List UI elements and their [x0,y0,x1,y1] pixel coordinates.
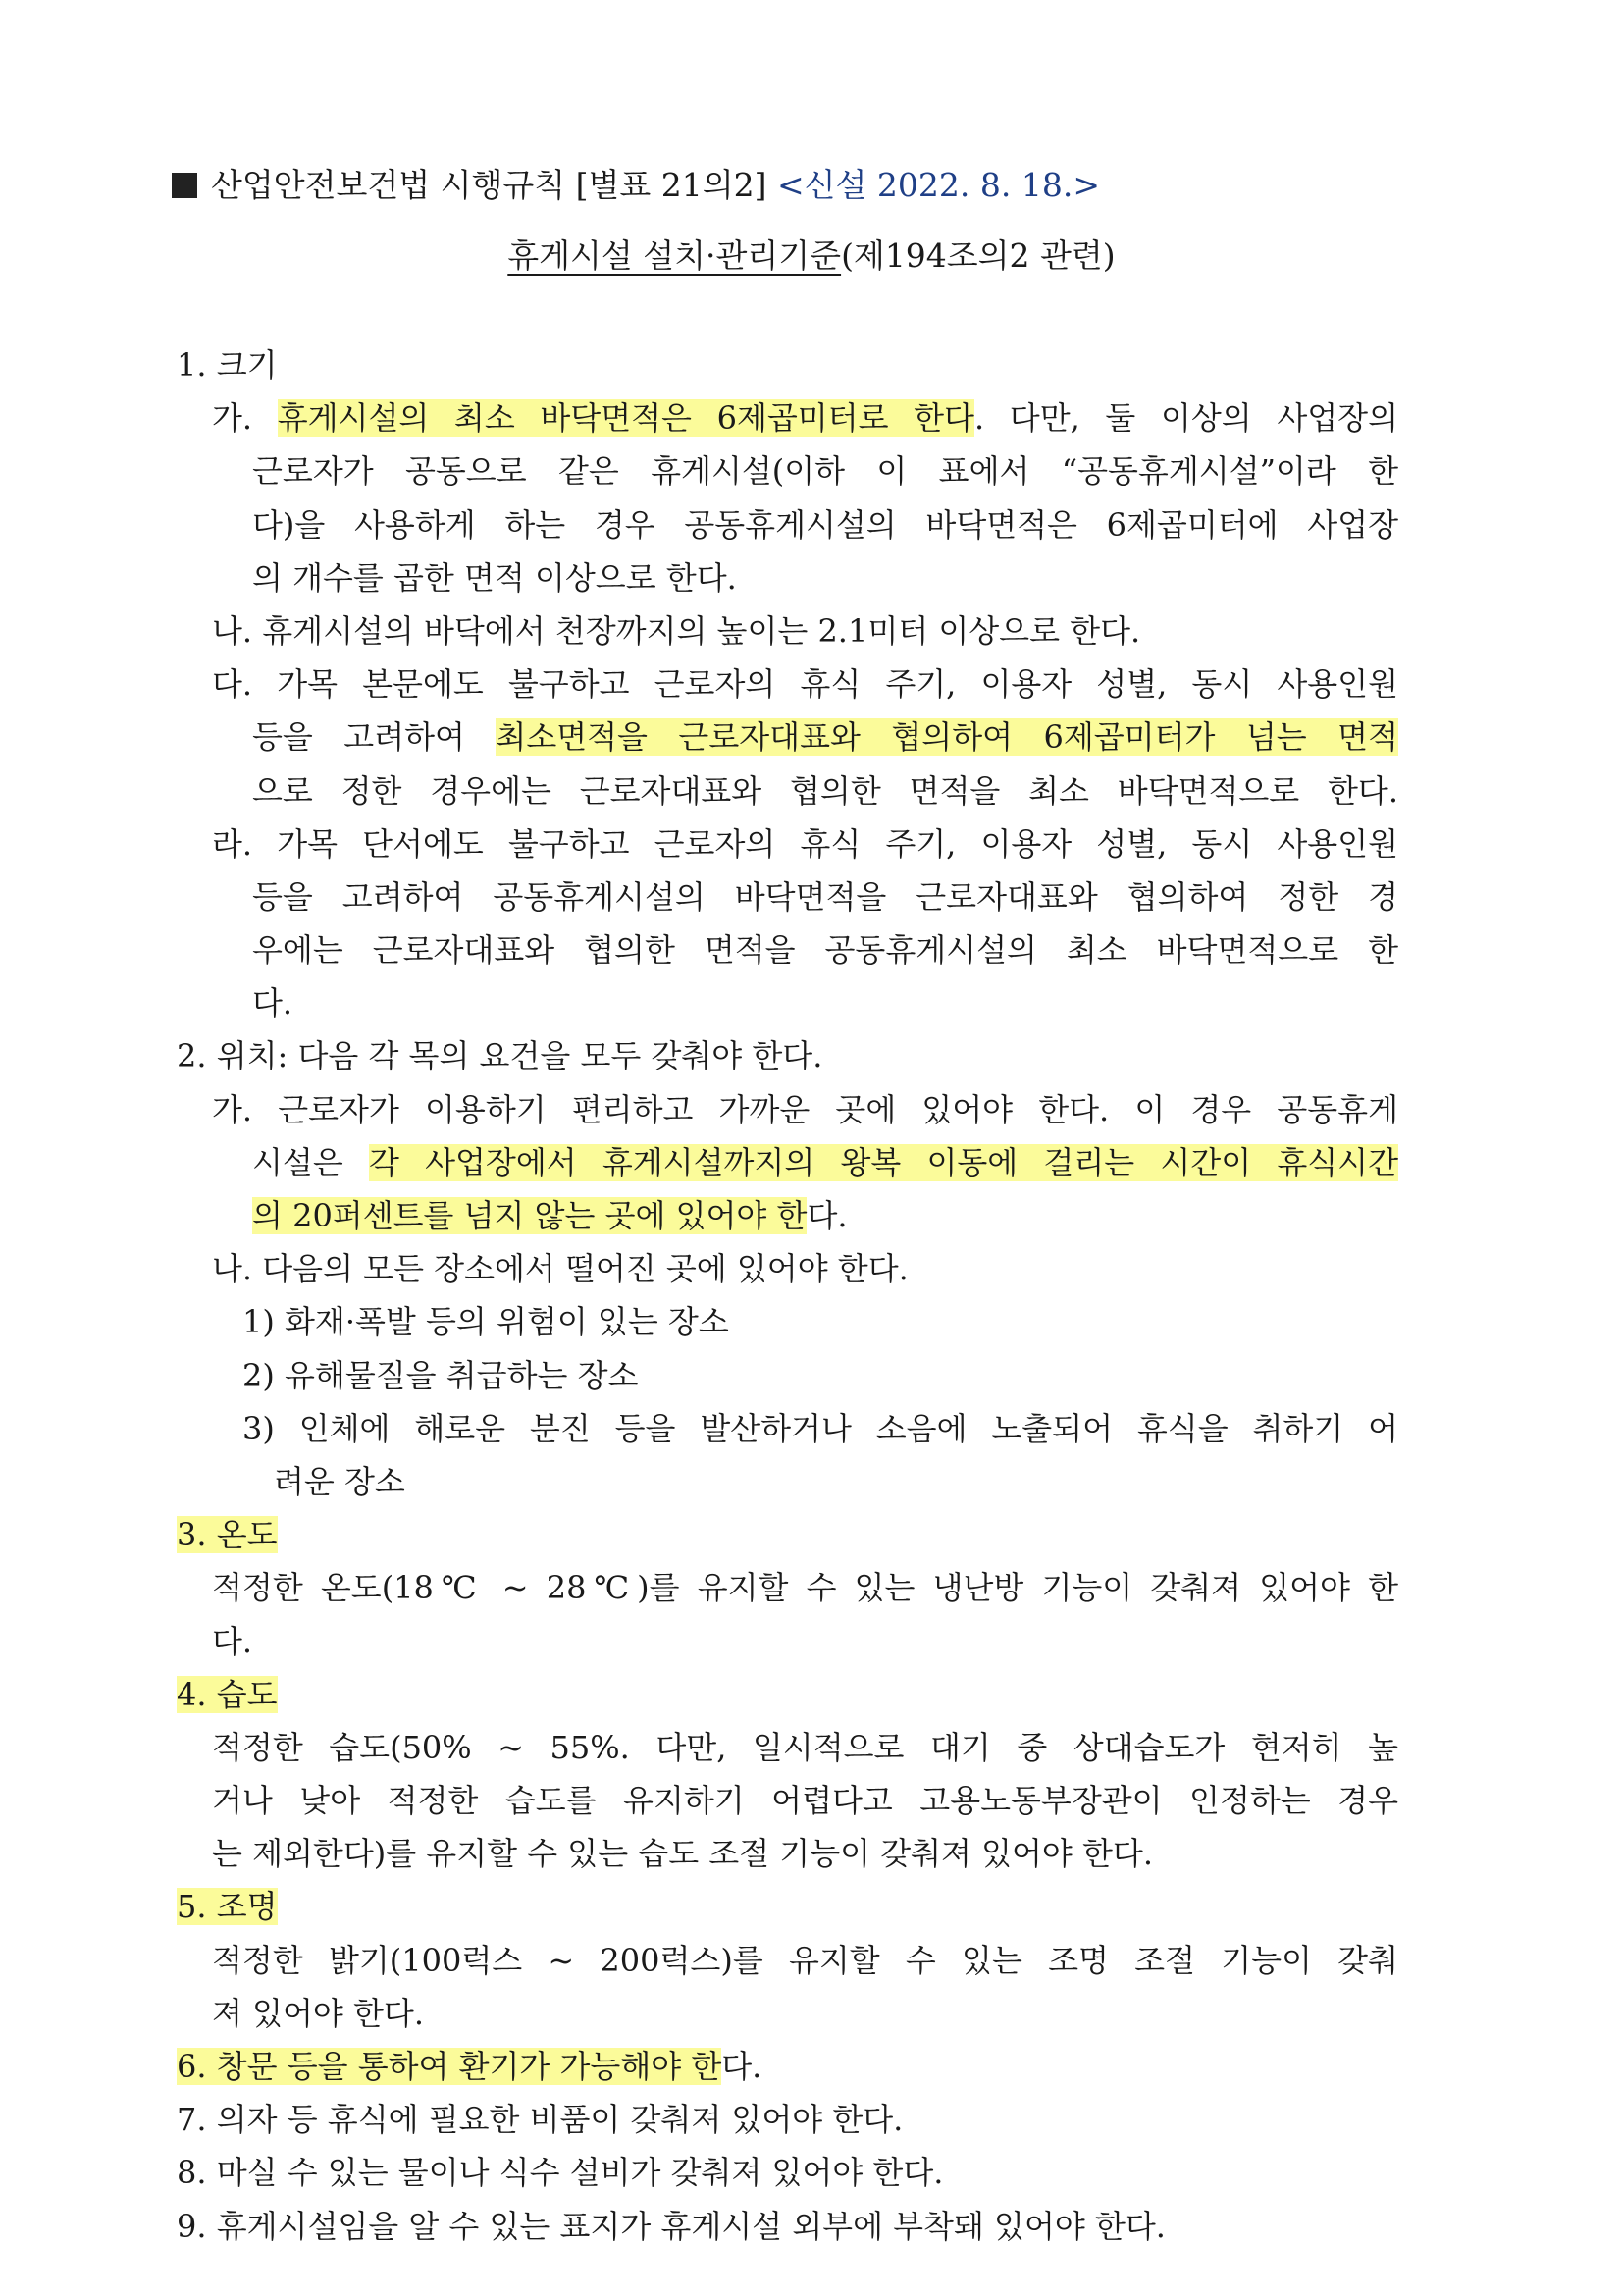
highlight: 최소면적을 근로자대표와 협의하여 6제곱미터가 넘는 면적 [496,718,1398,757]
s1-ga-line-2: 근로자가 공동으로 같은 휴게시설(이하 이 표에서 “공동휴게시설”이라 한 [252,452,1398,491]
revision-date: <신설 2022. 8. 18.> [777,166,1100,204]
s2-item-1: 1) 화재·폭발 등의 위험이 있는 장소 [242,1303,729,1341]
section-1-heading: 1. 크기 [177,346,278,384]
section-6: 6. 창문 등을 통하여 환기가 가능해야 한다. [177,2048,762,2085]
s1-da-line-1: 다. 가목 본문에도 불구하고 근로자의 휴식 주기, 이용자 성별, 동시 사용인원 [212,665,1398,704]
regulation-reference: 산업안전보건법 시행규칙 [별표 21의2] [211,166,767,204]
document-body [0,339,1623,2253]
s1-da-line-3: 으로 정한 경우에는 근로자대표와 협의한 면적을 최소 바닥면적으로 한다. [252,771,1398,809]
highlight: 3. 온도 [177,1516,278,1554]
s4-line-1: 적정한 습도(50% ~ 55%. 다만, 일시적으로 대기 중 상대습도가 현저히 높 [212,1728,1398,1766]
s2-ga-line-2: 시설은 각 사업장에서 휴게시설까지의 왕복 이동에 걸리는 시간이 휴식시간 [252,1143,1398,1181]
highlight: 4. 습도 [177,1675,278,1713]
s2-na-line: 나. 다음의 모든 장소에서 떨어진 곳에 있어야 한다. [212,1250,909,1288]
section-4-heading [0,1668,1623,1721]
s1-ra-line-3: 우에는 근로자대표와 협의한 면적을 공동휴게시설의 최소 바닥면적으로 한 [252,931,1398,969]
black-square-icon [172,173,197,198]
section-3-heading [0,1508,1623,1561]
s5-line-2: 져 있어야 한다. [212,1994,424,2032]
section-5-heading [0,1880,1623,1933]
s5-line-1: 적정한 밝기(100럭스 ~ 200럭스)를 유지할 수 있는 조명 조절 기능이 갖춰 [212,1941,1398,1979]
s2-item-3-line-1: 3) 인체에 해로운 분진 등을 발산하거나 소음에 노출되어 휴식을 취하기 어 [242,1409,1398,1447]
section-7: 7. 의자 등 휴식에 필요한 비품이 갖춰져 있어야 한다. [177,2101,904,2139]
s2-item-3-line-2: 려운 장소 [274,1462,405,1500]
s1-na-line: 나. 휴게시설의 바닥에서 천장까지의 높이는 2.1미터 이상으로 한다. [212,611,1141,650]
s4-line-2: 거나 낮아 적정한 습도를 유지하기 어렵다고 고용노동부장관이 인정하는 경우 [212,1782,1398,1820]
s2-item-2: 2) 유해물질을 취급하는 장소 [242,1356,639,1394]
section-9: 9. 휴게시설임을 알 수 있는 표지가 휴게시설 외부에 부착돼 있어야 한다. [177,2207,1166,2245]
s1-ga-line-3: 다)을 사용하게 하는 경우 공동휴게시설의 바닥면적은 6제곱미터에 사업장 [252,505,1398,544]
s3-line-2: 다. [212,1622,253,1660]
s1-ga-line-4: 의 개수를 곱한 면적 이상으로 한다. [252,558,737,597]
s1-ra-line-4: 다. [252,984,293,1022]
s2-ga-line-1: 가. 근로자가 이용하기 편리하고 가까운 곳에 있어야 한다. 이 경우 공동휴게 [212,1090,1398,1128]
highlight: 각 사업장에서 휴게시설까지의 왕복 이동에 걸리는 시간이 휴식시간 [368,1143,1398,1181]
highlight: 휴게시설의 최소 바닥면적은 6제곱미터로 한다 [277,399,974,438]
page-title [0,230,1623,283]
highlight: 의 20퍼센트를 넘지 않는 곳에 있어야 한 [252,1197,808,1234]
title-main: 휴게시설 설치·관리기준 [507,236,842,275]
section-2-heading: 2. 위치: 다음 각 목의 요건을 모두 갖춰야 한다. [177,1037,823,1075]
s1-ra-line-2: 등을 고려하여 공동휴게시설의 바닥면적을 근로자대표와 협의하여 정한 경 [252,877,1398,915]
s1-da-line-2: 등을 고려하여 최소면적을 근로자대표와 협의하여 6제곱미터가 넘는 면적 [252,718,1398,757]
highlight: 6. 창문 등을 통하여 환기가 가능해야 한 [177,2048,722,2085]
s3-line-1: 적정한 온도(18℃ ~ 28℃)를 유지할 수 있는 냉난방 기능이 갖춰져 있어야 한 [212,1569,1398,1607]
s1-ga-line-1: 가. 휴게시설의 최소 바닥면적은 6제곱미터로 한다. 다만, 둘 이상의 사업장의 [212,399,1398,438]
s1-ra-line-1: 라. 가목 단서에도 불구하고 근로자의 휴식 주기, 이용자 성별, 동시 사용인원 [212,824,1398,862]
title-reference: (제194조의2 관련) [841,236,1116,275]
highlight: 5. 조명 [177,1888,278,1926]
s2-ga-line-3: 의 20퍼센트를 넘지 않는 곳에 있어야 한다. [252,1197,848,1234]
document-header [172,159,1100,212]
section-8: 8. 마실 수 있는 물이나 식수 설비가 갖춰져 있어야 한다. [177,2154,944,2192]
s4-line-3: 는 제외한다)를 유지할 수 있는 습도 조절 기능이 갖춰져 있어야 한다. [212,1835,1154,1873]
